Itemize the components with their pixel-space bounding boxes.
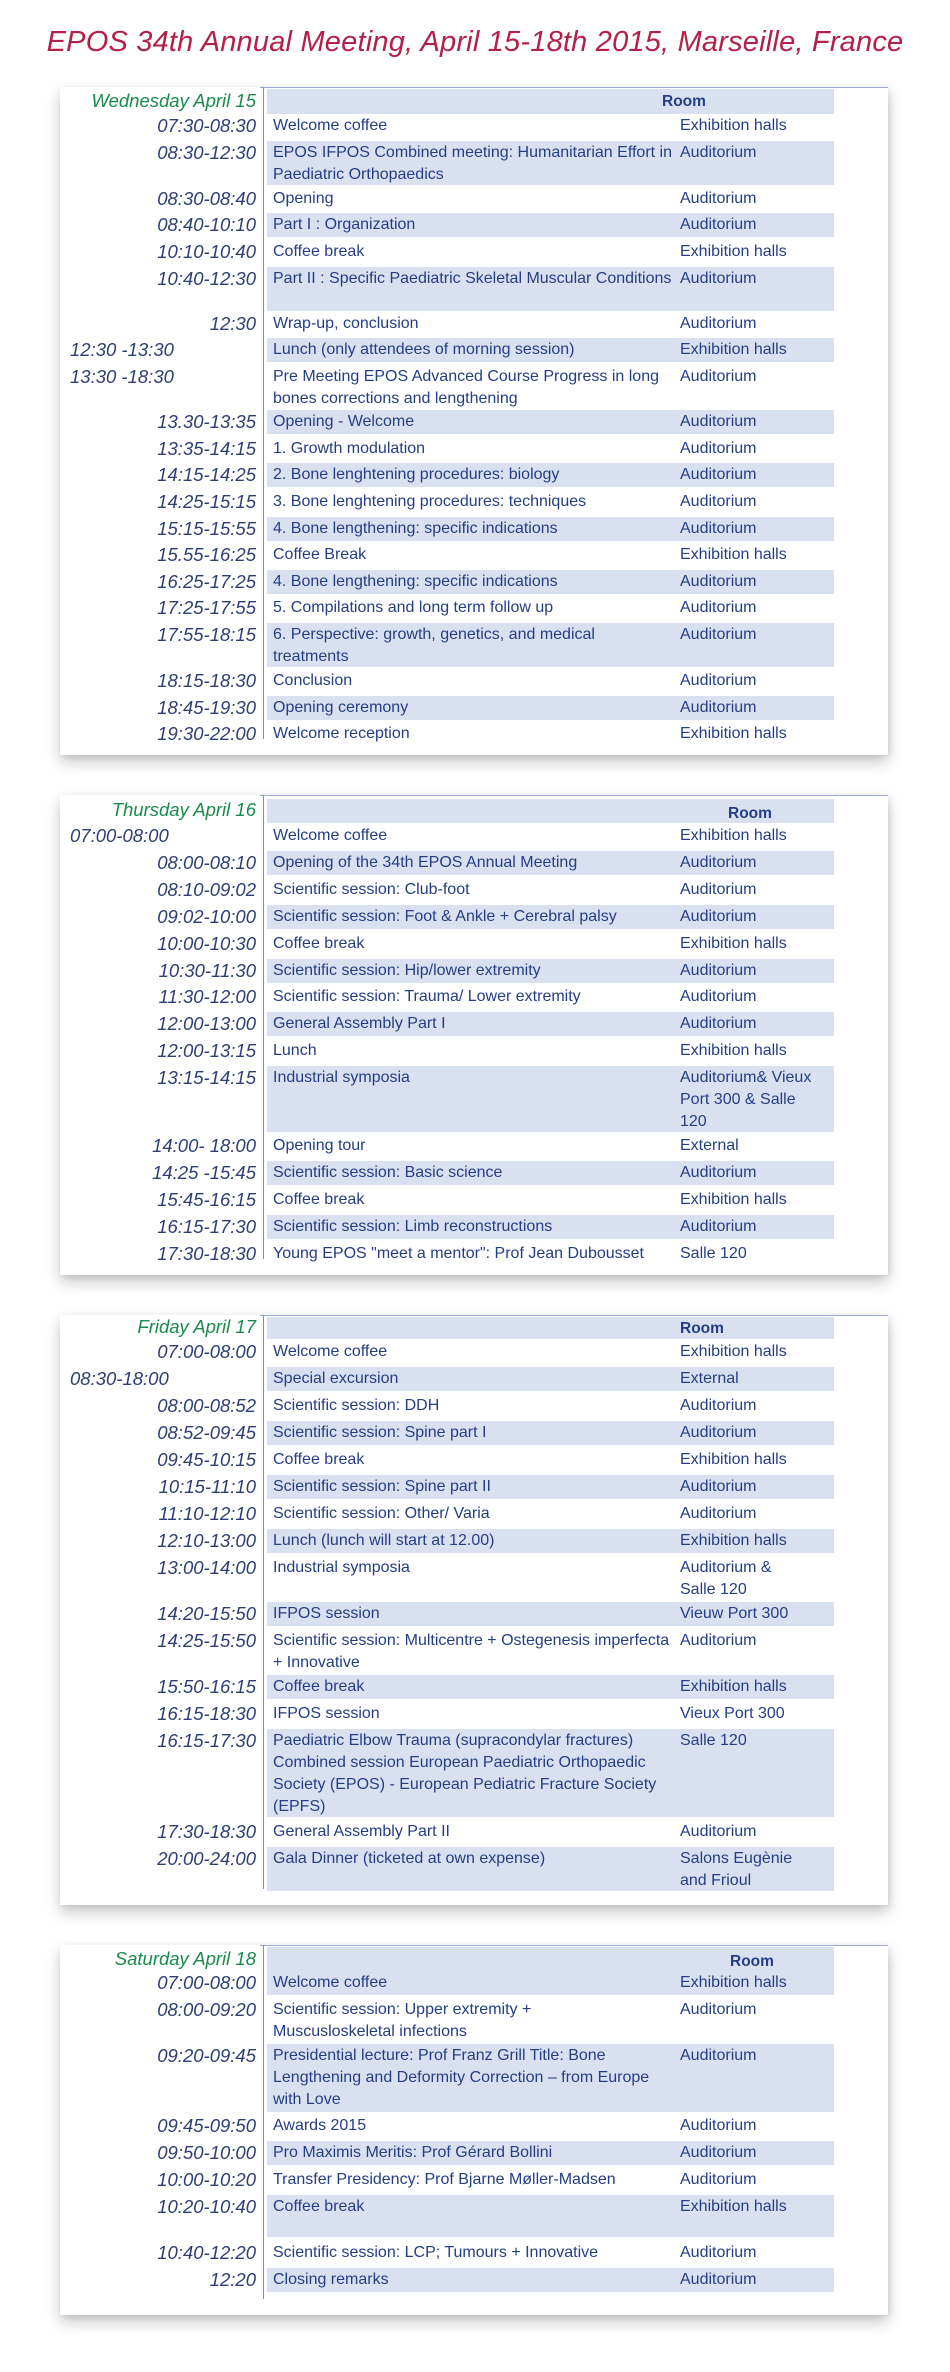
row-room: Salons Eugènie and Frioul (680, 1850, 793, 1889)
page-title: EPOS 34th Annual Meeting, April 15-18th 2015, Marseille, France (46, 26, 904, 58)
row-event: Scientific session: Other/ Varia (273, 1505, 490, 1522)
row-time: 12:20 (209, 2269, 256, 2290)
row-event: General Assembly Part I (273, 1015, 446, 1032)
row-room: Auditorium (680, 2144, 757, 2161)
row-time: 16:15-17:30 (157, 1216, 256, 1237)
row-event: Scientific session: Trauma/ Lower extremity (273, 988, 581, 1005)
row-room: Vieuw Port 300 (680, 1605, 789, 1622)
row-time: 12:30 -13:30 (70, 339, 174, 360)
day-header-row (60, 1945, 888, 1971)
row-time: 10:15-11:10 (158, 1476, 256, 1497)
row-time: 09:45-09:50 (157, 2115, 256, 2136)
row-time: 14:25 -15:45 (152, 1162, 256, 1183)
row-room: Auditorium (680, 988, 757, 1005)
row-time: 15:45-16:15 (157, 1189, 256, 1210)
row-time: 08:30-12:30 (157, 142, 256, 163)
row-time: 11:30-12:00 (158, 986, 256, 1007)
row-event: Scientific session: Foot & Ankle + Cerebral palsy (273, 908, 617, 925)
row-room: Auditorium (680, 1632, 757, 1649)
row-event: Coffee break (273, 1191, 365, 1208)
row-room: Auditorium (680, 699, 757, 716)
row-event: Closing remarks (273, 2271, 389, 2288)
row-room: Auditorium (680, 190, 757, 207)
row-event: 3. Bone lenghtening procedures: techniques (273, 493, 587, 510)
day-header-row (60, 87, 888, 114)
row-event: Welcome coffee (273, 827, 388, 844)
row-time: 17:30-18:30 (157, 1243, 256, 1264)
row-time: 08:52-09:45 (157, 1422, 256, 1443)
row-time: 14:25-15:50 (157, 1630, 256, 1651)
row-time: 13:35-14:15 (157, 438, 256, 459)
schedule-card-saturday (60, 1945, 888, 2315)
row-time: 08:00-08:52 (157, 1395, 256, 1416)
day-label: Saturday April 18 (114, 1948, 256, 1969)
row-event: Scientific session: Spine part II (273, 1478, 491, 1495)
row-room: Auditorium & Salle 120 (680, 1559, 772, 1598)
row-event: IFPOS session (273, 1605, 380, 1622)
row-room: Auditorium (680, 2244, 757, 2261)
row-time: 17:30-18:30 (157, 1821, 256, 1842)
row-event: Scientific session: LCP; Tumours + Innovative (273, 2244, 599, 2261)
row-event: 1. Growth modulation (273, 440, 426, 457)
row-room: Auditorium (680, 881, 757, 898)
row-room: Auditorium (680, 854, 757, 871)
row-event: 5. Compilations and long term follow up (273, 599, 554, 616)
row-time: 17:25-17:55 (157, 597, 256, 618)
row-room: Exhibition halls (680, 1974, 787, 1991)
row-event: IFPOS session (273, 1705, 380, 1722)
row-event: Transfer Presidency: Prof Bjarne Møller-Madsen (273, 2171, 616, 2188)
room-column-header: Room (728, 805, 772, 822)
row-room: Exhibition halls (680, 1678, 787, 1695)
row-event: Scientific session: Upper extremity + Muscusloskeletal infections (273, 2001, 532, 2040)
row-room: Auditorium (680, 1478, 757, 1495)
row-event: EPOS IFPOS Combined meeting: Humanitarian Effort in Paediatric Orthopaedics (273, 144, 672, 183)
row-event: 4. Bone lengthening: specific indications (273, 573, 558, 590)
row-time: 18:15-18:30 (157, 670, 256, 691)
row-room: Exhibition halls (680, 1191, 787, 1208)
row-room: Exhibition halls (680, 1042, 787, 1059)
row-room: Auditorium (680, 144, 757, 161)
row-time: 15:50-16:15 (157, 1676, 256, 1697)
row-room: External (680, 1370, 739, 1387)
row-room: Auditorium (680, 599, 757, 616)
row-room: Exhibition halls (680, 1343, 787, 1360)
row-time: 08:40-10:10 (157, 214, 256, 235)
row-event: Opening of the 34th EPOS Annual Meeting (273, 854, 578, 871)
row-time: 13:15-14:15 (157, 1067, 256, 1088)
row-event: Awards 2015 (273, 2117, 367, 2134)
row-room: Auditorium (680, 573, 757, 590)
row-time: 08:30-08:40 (157, 188, 256, 209)
row-room: Exhibition halls (680, 117, 787, 134)
row-time: 09:02-10:00 (157, 906, 256, 927)
row-event: Welcome coffee (273, 1974, 388, 1991)
row-time: 08:30-18:00 (70, 1368, 169, 1389)
row-time: 08:10-09:02 (157, 879, 256, 900)
row-room: Auditorium (680, 216, 757, 233)
day-header-row (60, 1315, 888, 1339)
row-time: 09:20-09:45 (157, 2045, 256, 2066)
row-event: Scientific session: Spine part I (273, 1424, 487, 1441)
row-time: 14:15-14:25 (157, 464, 256, 485)
row-event: Scientific session: Club-foot (273, 881, 470, 898)
row-event: Coffee break (273, 935, 365, 952)
row-time: 10:30-11:30 (158, 960, 256, 981)
row-event: Young EPOS "meet a mentor": Prof Jean Dubousset (273, 1245, 644, 1262)
row-event: Conclusion (273, 672, 353, 689)
row-time: 15:15-15:55 (157, 518, 256, 539)
row-event: Welcome coffee (273, 1343, 388, 1360)
row-event: Part I : Organization (273, 216, 416, 233)
row-event: Coffee break (273, 243, 365, 260)
row-room: Exhibition halls (680, 827, 787, 844)
row-room: Exhibition halls (680, 935, 787, 952)
row-event: 2. Bone lenghtening procedures: biology (273, 466, 560, 483)
row-event: 6. Perspective: growth, genetics, and medical treatments (273, 626, 595, 665)
row-event: Part II : Specific Paediatric Skeletal Muscular Conditions (273, 270, 672, 287)
row-event: Welcome coffee (273, 117, 388, 134)
row-event: Pro Maximis Meritis: Prof Gérard Bollini (273, 2144, 553, 2161)
row-room: Auditorium (680, 440, 757, 457)
row-event: Opening ceremony (273, 699, 409, 716)
row-room: Exhibition halls (680, 243, 787, 260)
row-room: Exhibition halls (680, 341, 787, 358)
row-room: Exhibition halls (680, 725, 787, 742)
row-event: Industrial symposia (273, 1559, 410, 1576)
row-time: 12:00-13:15 (157, 1040, 256, 1061)
row-room: Auditorium (680, 520, 757, 537)
row-room: Auditorium& Vieux Port 300 & Salle 120 (680, 1069, 812, 1130)
row-time: 10:40-12:20 (157, 2242, 256, 2263)
row-time: 13:30 -18:30 (70, 366, 174, 387)
row-room: Auditorium (680, 466, 757, 483)
room-column-header: Room (730, 1953, 774, 1970)
row-room: Auditorium (680, 413, 757, 430)
row-event: Lunch (lunch will start at 12.00) (273, 1532, 495, 1549)
row-room: Auditorium (680, 1823, 757, 1840)
row-time: 15.55-16:25 (157, 544, 256, 565)
day-header-row (60, 795, 888, 823)
row-event: Coffee break (273, 1678, 365, 1695)
row-time: 19:30-22:00 (157, 723, 256, 744)
row-time: 17:55-18:15 (157, 624, 256, 645)
row-event: General Assembly Part II (273, 1823, 450, 1840)
row-event: Scientific session: DDH (273, 1397, 440, 1414)
row-event: 4. Bone lengthening: specific indications (273, 520, 558, 537)
row-room: Auditorium (680, 493, 757, 510)
row-time: 09:45-10:15 (157, 1449, 256, 1470)
row-event: Coffee break (273, 2198, 365, 2215)
row-event: Coffee Break (273, 546, 367, 563)
row-time: 14:20-15:50 (157, 1603, 256, 1624)
row-event: Scientific session: Hip/lower extremity (273, 962, 541, 979)
schedule-card-friday (60, 1315, 888, 1905)
row-time: 10:40-12:30 (157, 268, 256, 289)
row-time: 09:50-10:00 (157, 2142, 256, 2163)
row-time: 14:00- 18:00 (152, 1135, 256, 1156)
row-time: 07:00-08:00 (70, 825, 169, 846)
row-event: Lunch (273, 1042, 317, 1059)
row-event: Industrial symposia (273, 1069, 410, 1086)
row-time: 18:45-19:30 (157, 697, 256, 718)
row-time: 20:00-24:00 (157, 1848, 256, 1869)
row-room: Exhibition halls (680, 546, 787, 563)
row-room: Auditorium (680, 2001, 757, 2018)
row-room: Exhibition halls (680, 1532, 787, 1549)
row-event: Presidential lecture: Prof Franz Grill Title: Bone Lengthening and Deformity Correction – from Europe with Love (273, 2047, 650, 2108)
row-time: 10:10-10:40 (157, 241, 256, 262)
row-room: Auditorium (680, 962, 757, 979)
row-time: 12:30 (209, 313, 256, 334)
row-room: Auditorium (680, 1397, 757, 1414)
day-label: Thursday April 16 (111, 799, 256, 820)
row-event: Wrap-up, conclusion (273, 315, 419, 332)
row-room: Auditorium (680, 2047, 757, 2064)
row-time: 07:30-08:30 (157, 115, 256, 136)
schedule-card-wednesday (60, 87, 888, 755)
row-room: Auditorium (680, 672, 757, 689)
row-event: Scientific session: Multicentre + Ostegenesis imperfecta + Innovative (273, 1632, 670, 1671)
row-room: Exhibition halls (680, 2198, 787, 2215)
day-label: Wednesday April 15 (91, 90, 256, 111)
row-time: 07:00-08:00 (157, 1341, 256, 1362)
row-room: Auditorium (680, 2171, 757, 2188)
row-event: Special excursion (273, 1370, 399, 1387)
row-time: 10:20-10:40 (157, 2196, 256, 2217)
row-time: 08:00-08:10 (157, 852, 256, 873)
row-room: Auditorium (680, 368, 757, 385)
row-event: Paediatric Elbow Trauma (supracondylar fractures) Combined session European Paediatric Orthopaedic Society (EPOS) - European Pediatric Fracture Society (EPFS) (273, 1732, 657, 1815)
row-time: 12:10-13:00 (157, 1530, 256, 1551)
row-time: 10:00-10:30 (157, 933, 256, 954)
row-event: Opening - Welcome (273, 413, 415, 430)
day-label: Friday April 17 (137, 1316, 256, 1337)
room-column-header: Room (662, 93, 706, 110)
row-room: Auditorium (680, 2271, 757, 2288)
row-time: 16:25-17:25 (157, 571, 256, 592)
row-event: Gala Dinner (ticketed at own expense) (273, 1850, 546, 1867)
row-room: Salle 120 (680, 1245, 747, 1262)
row-event: Opening (273, 190, 334, 207)
row-room: Auditorium (680, 1164, 757, 1181)
row-room: Auditorium (680, 2117, 757, 2134)
row-event: Scientific session: Basic science (273, 1164, 503, 1181)
row-room: Auditorium (680, 1424, 757, 1441)
row-time: 16:15-18:30 (157, 1703, 256, 1724)
row-room: Auditorium (680, 908, 757, 925)
row-time: 14:25-15:15 (157, 491, 256, 512)
row-time: 16:15-17:30 (157, 1730, 256, 1751)
row-room: Auditorium (680, 1218, 757, 1235)
row-room: Auditorium (680, 1505, 757, 1522)
row-event: Coffee break (273, 1451, 365, 1468)
row-time: 11:10-12:10 (158, 1503, 256, 1524)
row-room: Auditorium (680, 1015, 757, 1032)
row-time: 08:00-09:20 (157, 1999, 256, 2020)
schedule-card-thursday (60, 795, 888, 1275)
row-time: 13:00-14:00 (157, 1557, 256, 1578)
row-room: Salle 120 (680, 1732, 747, 1749)
row-room: Exhibition halls (680, 1451, 787, 1468)
row-room: Auditorium (680, 315, 757, 332)
row-room: Auditorium (680, 270, 757, 287)
row-room: Vieux Port 300 (680, 1705, 785, 1722)
row-time: 12:00-13:00 (157, 1013, 256, 1034)
room-column-header: Room (680, 1320, 724, 1337)
row-event: Scientific session: Limb reconstructions (273, 1218, 553, 1235)
row-room: Auditorium (680, 626, 757, 643)
row-time: 07:00-08:00 (157, 1972, 256, 1993)
row-time: 13.30-13:35 (157, 411, 256, 432)
row-event: Welcome reception (273, 725, 410, 742)
row-event: Pre Meeting EPOS Advanced Course Progress in long bones corrections and lengthening (273, 368, 659, 407)
row-time: 10:00-10:20 (157, 2169, 256, 2190)
row-room: External (680, 1137, 739, 1154)
row-event: Lunch (only attendees of morning session) (273, 341, 575, 358)
row-event: Opening tour (273, 1137, 366, 1154)
